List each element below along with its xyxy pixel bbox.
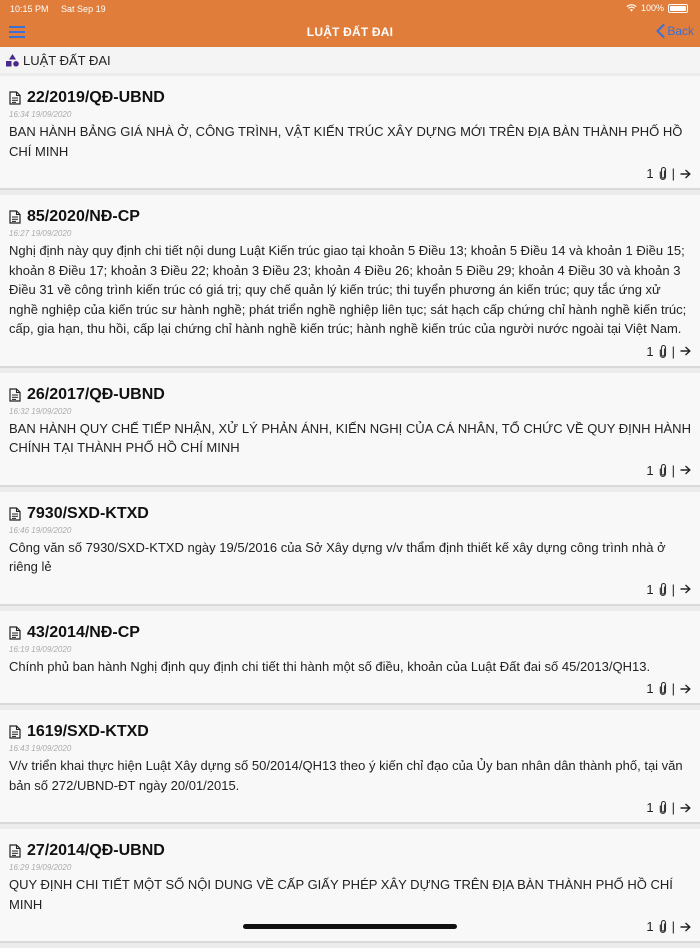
document-footer — [9, 681, 691, 696]
document-card[interactable] — [0, 373, 700, 487]
document-description: Chính phủ ban hành Nghị định quy định chi tiết thi hành một số điều, khoản của Luật Đất đai số 45/2013/QH13. — [9, 658, 651, 674]
status-date: Sat Sep 19 — [61, 4, 106, 14]
top-bar — [0, 0, 700, 47]
document-card[interactable] — [0, 195, 700, 368]
document-description: Công văn số 7930/SXD-KTXD ngày 19/5/2016 của Sở Xây dựng v/v thẩm định thiết kế xây dựng công trình nhà ở riêng lẻ — [9, 539, 666, 574]
paperclip-icon — [659, 920, 667, 933]
attachment-count: 1 — [646, 581, 654, 597]
document-description: BAN HÀNH QUY CHẾ TIẾP NHẬN, XỬ LÝ PHẢN ÁNH, KIẾN NGHỊ CỦA CÁ NHÂN, TỔ CHỨC VỀ QUY ĐỊNH HÀNH CHÍNH TẠI THÀNH PHỐ HỒ CHÍ MINH — [9, 420, 691, 455]
document-card[interactable] — [0, 710, 700, 824]
document-description: BAN HÀNH BẢNG GIÁ NHÀ Ở, CÔNG TRÌNH, VẬT KIẾN TRÚC XÂY DỰNG MỚI TRÊN ĐỊA BÀN THÀNH PHỐ HỒ CHÍ MINH — [9, 124, 683, 159]
document-icon — [9, 626, 21, 640]
paperclip-icon — [659, 801, 667, 814]
wifi-icon — [626, 4, 637, 12]
chevron-left-icon — [656, 24, 665, 38]
paperclip-icon — [659, 583, 667, 596]
section-header — [0, 47, 700, 73]
attachment-count: 1 — [646, 800, 654, 815]
document-number: 27/2014/QĐ-UBND — [27, 842, 165, 859]
document-title — [9, 89, 691, 107]
document-icon — [9, 507, 21, 521]
document-title — [9, 842, 691, 860]
document-title — [9, 624, 691, 642]
paperclip-icon — [659, 167, 667, 180]
document-icon — [9, 388, 21, 402]
document-icon — [9, 725, 21, 739]
document-number: 43/2014/NĐ-CP — [27, 623, 140, 641]
separator: | — [671, 343, 675, 359]
document-icon — [9, 210, 21, 224]
home-indicator[interactable] — [243, 924, 457, 929]
document-time: 16:43 19/09/2020 — [9, 744, 72, 753]
document-number: 1619/SXD-KTXD — [27, 723, 149, 740]
arrow-right-icon[interactable] — [680, 922, 691, 932]
document-time: 16:29 19/09/2020 — [9, 863, 72, 872]
document-title — [9, 386, 691, 404]
document-description: V/v triển khai thực hiện Luật Xây dựng số 50/2014/QH13 theo ý kiến chỉ đạo của Ủy ban nhân dân thành phố, tại văn bản số 272/UBND-ĐT ngày 20/01/2015. — [9, 758, 683, 793]
document-time: 16:46 19/09/2020 — [9, 525, 72, 535]
separator: | — [671, 581, 675, 597]
document-description: QUY ĐỊNH CHI TIẾT MỘT SỐ NỘI DUNG VỀ CẤP GIẤY PHÉP XÂY DỰNG TRÊN ĐỊA BÀN THÀNH PHỐ HỒ CHÍ MINH — [9, 877, 673, 912]
document-card[interactable] — [0, 76, 700, 190]
separator: | — [671, 462, 675, 478]
document-title — [9, 505, 691, 523]
attachment-count: 1 — [646, 166, 654, 181]
document-number: 85/2020/NĐ-CP — [27, 208, 140, 225]
arrow-right-icon[interactable] — [680, 169, 691, 179]
document-list — [0, 76, 700, 948]
document-footer — [9, 463, 691, 478]
document-time: 16:34 19/09/2020 — [9, 110, 72, 119]
page-title: LUẬT ĐẤT ĐAI — [306, 25, 394, 39]
arrow-right-icon[interactable] — [680, 584, 691, 594]
document-description: Nghị định này quy định chi tiết nội dung Luật Kiến trúc giao tại khoản 5 Điều 13; khoản 5 Điều 14 và khoản 1 Điều 15; khoản 8 Điều 17; khoản 3 Điều 22; khoản 3 Điều 23; khoản 4 Điều 26; khoản 5 Điều 29; khoản 4 Điều 30 và khoản 3 Điều 31 về công trình kiến trúc có giá trị; quy chế quản lý kiến trúc; thi tuyển phương án kiến trúc; quy tắc ứng xử nghề nghiệp của kiến trúc sư hành nghề; phát triển nghề nghiệp liên tục; sát hạch cấp chứng chỉ hành nghề kiến trúc; cấp, gia hạn, thu hồi, cấp lại chứng chỉ hành nghề kiến trúc; hành nghề kiến trúc của người nước ngoài tại Việt Nam. — [9, 243, 687, 336]
document-footer — [9, 800, 691, 815]
paperclip-icon — [659, 464, 667, 477]
section-title: LUẬT ĐẤT ĐAI — [23, 52, 111, 68]
document-icon — [9, 844, 21, 858]
back-button[interactable] — [656, 24, 694, 38]
document-time: 16:19 19/09/2020 — [9, 644, 72, 654]
document-time: 16:27 19/09/2020 — [9, 229, 72, 238]
document-icon — [9, 91, 21, 105]
document-card[interactable] — [0, 492, 700, 606]
arrow-right-icon[interactable] — [680, 684, 691, 694]
attachment-count: 1 — [646, 919, 654, 934]
separator: | — [671, 919, 675, 934]
arrow-right-icon[interactable] — [680, 803, 691, 813]
attachment-count: 1 — [646, 462, 654, 478]
back-label: Back — [667, 24, 694, 38]
status-indicators — [626, 3, 688, 13]
document-footer — [9, 582, 691, 597]
paperclip-icon — [659, 682, 667, 695]
document-time: 16:32 19/09/2020 — [9, 406, 72, 416]
document-card[interactable] — [0, 611, 700, 706]
document-number: 7930/SXD-KTXD — [27, 504, 149, 522]
attachment-count: 1 — [646, 681, 654, 696]
arrow-right-icon[interactable] — [680, 346, 691, 356]
document-number: 22/2019/QĐ-UBND — [27, 89, 165, 106]
document-footer — [9, 344, 691, 359]
separator: | — [671, 800, 675, 815]
document-title — [9, 723, 691, 741]
arrow-right-icon[interactable] — [680, 465, 691, 475]
status-bar — [10, 4, 106, 14]
document-title — [9, 208, 691, 226]
shapes-icon — [6, 54, 19, 67]
paperclip-icon — [659, 345, 667, 358]
battery-percent: 100% — [640, 3, 664, 13]
attachment-count: 1 — [646, 343, 654, 359]
battery-icon — [668, 4, 688, 13]
separator: | — [671, 681, 675, 696]
status-time: 10:15 PM — [10, 4, 49, 14]
document-number: 26/2017/QĐ-UBND — [27, 385, 165, 403]
separator: | — [671, 166, 675, 181]
document-footer — [9, 166, 691, 181]
